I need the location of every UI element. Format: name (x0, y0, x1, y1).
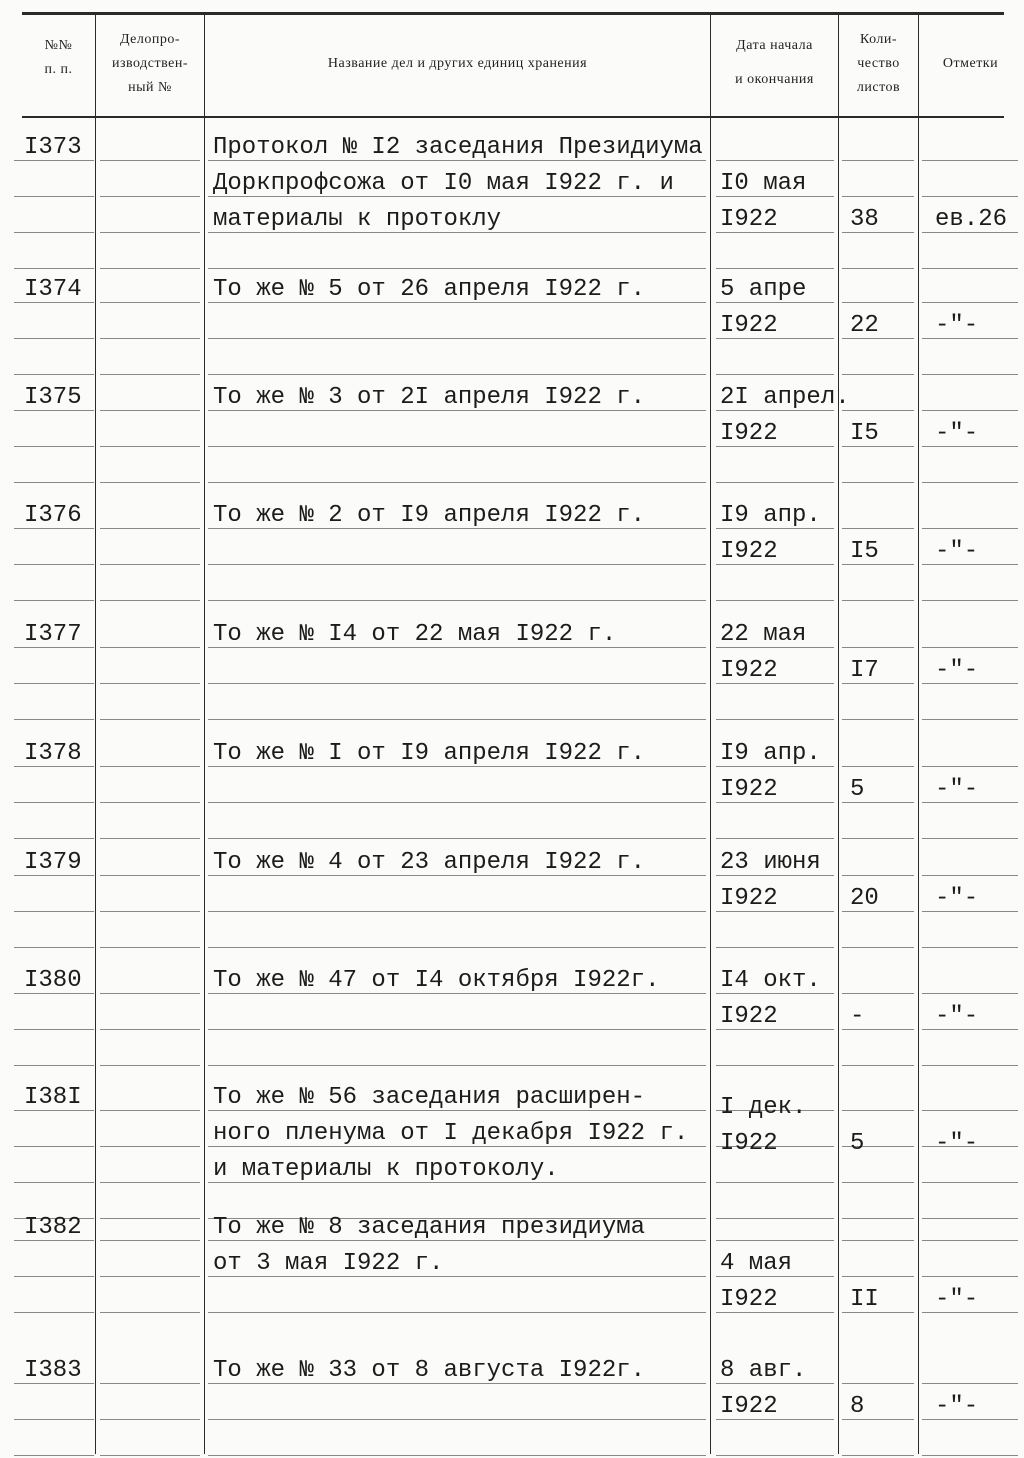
guide-line (100, 268, 200, 269)
record-number: I376 (24, 502, 82, 529)
record-date-year: I922 (720, 312, 778, 339)
guide-line (842, 528, 914, 529)
guide-line (842, 1110, 914, 1111)
record-title-line: То же № 2 от I9 апреля I922 г. (213, 502, 646, 529)
guide-line (100, 1146, 200, 1147)
guide-line (14, 1182, 94, 1183)
record-date-start: 23 июня (720, 849, 821, 876)
guide-line (922, 719, 1018, 720)
guide-line (100, 338, 200, 339)
guide-line (716, 1240, 834, 1241)
header-count-line1: Коли- (859, 32, 898, 47)
guide-line (208, 564, 706, 565)
guide-line (208, 719, 706, 720)
record-number: I379 (24, 849, 82, 876)
guide-line (922, 600, 1018, 601)
record-sheet-count: 20 (850, 885, 879, 912)
guide-line (100, 1419, 200, 1420)
guide-line (14, 719, 94, 720)
guide-line (842, 647, 914, 648)
guide-line (208, 482, 706, 483)
header-office-number-column (96, 28, 204, 100)
record-date-year: I922 (720, 538, 778, 565)
guide-line (922, 766, 1018, 767)
guide-line (842, 875, 914, 876)
record-date-start: 4 мая (720, 1250, 793, 1277)
guide-line (100, 1312, 200, 1313)
guide-line (842, 196, 914, 197)
header-bottom-rule (22, 116, 1004, 118)
record-sheet-count: I7 (850, 657, 879, 684)
guide-line (14, 446, 94, 447)
guide-line (100, 719, 200, 720)
guide-line (14, 232, 94, 233)
record-title-line: от 3 мая I922 г. (213, 1250, 444, 1277)
guide-line (100, 838, 200, 839)
header-notes-column (919, 52, 1022, 76)
record-sheet-count: II (850, 1286, 879, 1313)
record-title-line: То же № I от I9 апреля I922 г. (213, 740, 646, 767)
guide-line (14, 947, 94, 948)
header-title-text: Название дел и других единиц хранения (327, 56, 588, 71)
guide-line (14, 1312, 94, 1313)
record-title-line: То же № 56 заседания расширен- (213, 1084, 646, 1111)
guide-line (842, 302, 914, 303)
record-date-year: I922 (720, 657, 778, 684)
record-title-line: То же № I4 от 22 мая I922 г. (213, 621, 617, 648)
record-title-line: материалы к протоклу (213, 206, 502, 233)
guide-line (208, 338, 706, 339)
guide-line (922, 268, 1018, 269)
record-date-start: 2I апрел. (720, 384, 850, 411)
guide-line (100, 1110, 200, 1111)
guide-line (716, 160, 834, 161)
record-date-start: I дек. (720, 1094, 807, 1121)
guide-line (842, 374, 914, 375)
record-title-line: То же № 47 от I4 октября I922г. (213, 967, 660, 994)
guide-line (922, 1240, 1018, 1241)
guide-line (842, 160, 914, 161)
header-number-line2: п. п. (44, 62, 73, 77)
record-date-year: I922 (720, 420, 778, 447)
guide-line (14, 1276, 94, 1277)
guide-line (208, 1312, 706, 1313)
record-title-line: ного пленума от I декабря I922 г. (213, 1120, 689, 1147)
record-title-line: и материалы к протоколу. (213, 1156, 559, 1183)
record-note: -"- (935, 776, 979, 803)
guide-line (208, 600, 706, 601)
guide-line (842, 719, 914, 720)
guide-line (922, 482, 1018, 483)
column-divider-4 (838, 14, 839, 1454)
guide-line (208, 838, 706, 839)
guide-line (14, 911, 94, 912)
guide-line (100, 232, 200, 233)
record-date-start: 22 мая (720, 621, 807, 648)
record-note: -"- (935, 1286, 979, 1313)
guide-line (100, 802, 200, 803)
record-date-year: I922 (720, 206, 778, 233)
guide-line (922, 1383, 1018, 1384)
guide-line (842, 1182, 914, 1183)
guide-line (208, 683, 706, 684)
guide-line (842, 947, 914, 948)
guide-line (842, 1218, 914, 1219)
guide-line (842, 268, 914, 269)
guide-line (922, 302, 1018, 303)
header-office-line3: ный № (128, 80, 172, 95)
record-number: I375 (24, 384, 82, 411)
guide-line (208, 911, 706, 912)
guide-line (842, 600, 914, 601)
record-date-year: I922 (720, 1003, 778, 1030)
record-sheet-count: 5 (850, 776, 865, 803)
guide-line (842, 838, 914, 839)
guide-line (922, 1455, 1018, 1456)
record-date-year: I922 (720, 1130, 778, 1157)
guide-line (842, 766, 914, 767)
record-title-line: То же № 33 от 8 августа I922г. (213, 1357, 646, 1384)
guide-line (922, 647, 1018, 648)
guide-line (100, 993, 200, 994)
guide-line (922, 1276, 1018, 1277)
guide-line (100, 528, 200, 529)
guide-line (100, 1240, 200, 1241)
guide-line (14, 1029, 94, 1030)
record-title-line: То же № 4 от 23 апреля I922 г. (213, 849, 646, 876)
header-date-line1: Дата начала (736, 38, 813, 53)
guide-line (716, 482, 834, 483)
record-date-year: I922 (720, 1393, 778, 1420)
guide-line (922, 875, 1018, 876)
guide-line (100, 1383, 200, 1384)
guide-line (14, 802, 94, 803)
guide-line (208, 802, 706, 803)
guide-line (842, 1383, 914, 1384)
guide-line (14, 683, 94, 684)
guide-line (208, 268, 706, 269)
guide-line (842, 1455, 914, 1456)
record-number: I377 (24, 621, 82, 648)
guide-line (100, 1029, 200, 1030)
record-date-start: I9 апр. (720, 502, 821, 529)
record-sheet-count: 22 (850, 312, 879, 339)
record-sheet-count: 8 (850, 1393, 865, 1420)
record-number: I378 (24, 740, 82, 767)
record-note: -"- (935, 312, 979, 339)
guide-line (208, 947, 706, 948)
header-number-column (22, 34, 95, 82)
guide-line (922, 160, 1018, 161)
guide-line (14, 1419, 94, 1420)
guide-line (100, 564, 200, 565)
guide-line (14, 1455, 94, 1456)
record-sheet-count: - (850, 1003, 865, 1030)
column-divider-3 (710, 14, 711, 1454)
guide-line (100, 1182, 200, 1183)
guide-line (716, 719, 834, 720)
record-note: -"- (935, 420, 979, 447)
record-number: I382 (24, 1214, 82, 1241)
guide-line (100, 374, 200, 375)
guide-line (100, 875, 200, 876)
guide-line (922, 1065, 1018, 1066)
record-note: -"- (935, 1393, 979, 1420)
header-notes-text: Отметки (942, 56, 999, 71)
guide-line (100, 911, 200, 912)
guide-line (842, 482, 914, 483)
header-date-line2: и окончания (735, 72, 814, 87)
guide-line (14, 338, 94, 339)
record-note: -"- (935, 1130, 979, 1157)
guide-line (716, 1182, 834, 1183)
record-date-start: I0 мая (720, 170, 807, 197)
guide-line (100, 410, 200, 411)
record-title-line: Протокол № I2 заседания Президиума (213, 134, 703, 161)
guide-line (100, 1276, 200, 1277)
header-office-line2: изводствен- (112, 56, 188, 71)
record-title-line: Доркпрофсожа от I0 мая I922 г. и (213, 170, 674, 197)
guide-line (922, 993, 1018, 994)
guide-line (100, 947, 200, 948)
record-note: -"- (935, 1003, 979, 1030)
record-sheet-count: 5 (850, 1130, 865, 1157)
guide-line (842, 993, 914, 994)
guide-line (100, 160, 200, 161)
guide-line (716, 838, 834, 839)
record-date-start: I4 окт. (720, 967, 821, 994)
guide-line (100, 647, 200, 648)
record-date-year: I922 (720, 885, 778, 912)
record-number: I38I (24, 1084, 82, 1111)
guide-line (208, 446, 706, 447)
column-divider-1 (95, 14, 96, 1454)
header-sheet-count-column (839, 28, 918, 100)
guide-line (14, 482, 94, 483)
guide-line (716, 268, 834, 269)
guide-line (842, 1276, 914, 1277)
column-divider-5 (918, 14, 919, 1454)
record-title-line: То же № 3 от 2I апреля I922 г. (213, 384, 646, 411)
record-number: I373 (24, 134, 82, 161)
guide-line (100, 446, 200, 447)
guide-line (922, 838, 1018, 839)
record-sheet-count: I5 (850, 420, 879, 447)
record-title-line: То же № 5 от 26 апреля I922 г. (213, 276, 646, 303)
guide-line (14, 838, 94, 839)
record-number: I374 (24, 276, 82, 303)
guide-line (100, 1218, 200, 1219)
guide-line (922, 947, 1018, 948)
guide-line (922, 196, 1018, 197)
guide-line (208, 374, 706, 375)
guide-line (716, 1455, 834, 1456)
header-number-line1: №№ (44, 38, 73, 53)
guide-line (922, 410, 1018, 411)
guide-line (842, 1240, 914, 1241)
record-date-year: I922 (720, 776, 778, 803)
top-border (22, 12, 1004, 15)
header-count-line2: чество (857, 56, 900, 71)
guide-line (14, 268, 94, 269)
guide-line (14, 196, 94, 197)
record-date-start: 5 апре (720, 276, 807, 303)
column-divider-2 (204, 14, 205, 1454)
guide-line (100, 482, 200, 483)
guide-line (100, 196, 200, 197)
record-date-start: 8 авг. (720, 1357, 807, 1384)
guide-line (208, 1029, 706, 1030)
guide-line (14, 1146, 94, 1147)
header-date-column (711, 34, 838, 92)
header-count-line3: листов (856, 80, 901, 95)
guide-line (100, 302, 200, 303)
guide-line (922, 1218, 1018, 1219)
record-title-line: То же № 8 заседания президиума (213, 1214, 646, 1241)
record-date-start: I9 апр. (720, 740, 821, 767)
record-note: -"- (935, 538, 979, 565)
guide-line (922, 374, 1018, 375)
record-note: -"- (935, 885, 979, 912)
record-number: I380 (24, 967, 82, 994)
record-sheet-count: I5 (850, 538, 879, 565)
guide-line (208, 1455, 706, 1456)
guide-line (100, 1065, 200, 1066)
guide-line (922, 1182, 1018, 1183)
guide-line (716, 947, 834, 948)
guide-line (208, 1419, 706, 1420)
guide-line (842, 410, 914, 411)
header-office-line1: Делопро- (119, 32, 181, 47)
guide-line (716, 1218, 834, 1219)
guide-line (842, 1065, 914, 1066)
record-date-year: I922 (720, 1286, 778, 1313)
guide-line (922, 1110, 1018, 1111)
header-title-column (205, 52, 710, 76)
guide-line (922, 528, 1018, 529)
record-sheet-count: 38 (850, 206, 879, 233)
guide-line (14, 1065, 94, 1066)
record-note: -"- (935, 657, 979, 684)
guide-line (14, 374, 94, 375)
guide-line (208, 1065, 706, 1066)
guide-line (100, 600, 200, 601)
guide-line (14, 600, 94, 601)
record-note: ев.26 (935, 206, 1008, 233)
guide-line (100, 1455, 200, 1456)
guide-line (716, 1065, 834, 1066)
guide-line (716, 374, 834, 375)
guide-line (100, 683, 200, 684)
guide-line (100, 766, 200, 767)
guide-line (716, 600, 834, 601)
guide-line (14, 564, 94, 565)
record-number: I383 (24, 1357, 82, 1384)
